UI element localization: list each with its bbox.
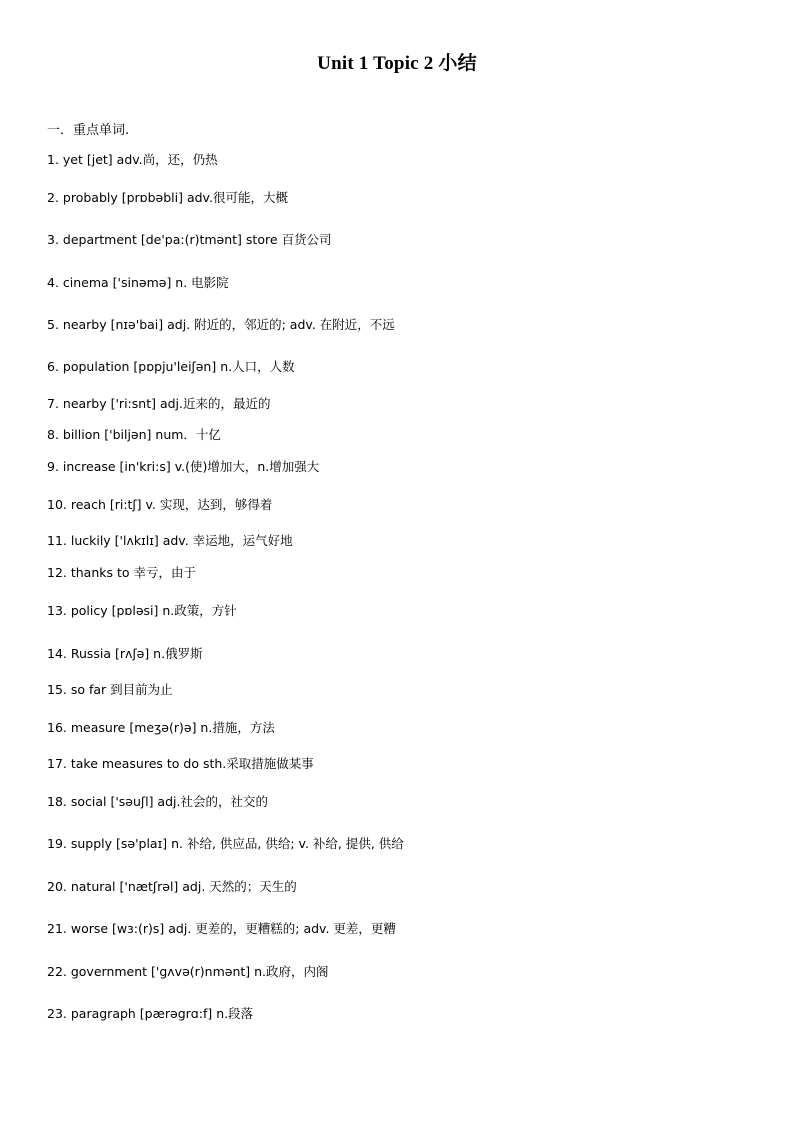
vocab-item <box>47 879 297 895</box>
vocab-item <box>47 836 404 852</box>
vocab-entry-text: 19. supply [sə'plaɪ] n. 补给, 供应品, 供给; v. 补给, 提供, 供给 <box>47 836 404 851</box>
vocab-item <box>47 232 332 248</box>
vocab-entry-text: 1. yet [jet] adv.尚，还，仍热 <box>47 152 218 167</box>
vocab-item <box>47 275 229 291</box>
vocab-entry-text: 10. reach [ri:tʃ] v. 实现，达到，够得着 <box>47 497 273 512</box>
vocab-entry-text: 12. thanks to 幸亏，由于 <box>47 565 197 580</box>
vocab-entry-text: 14. Russia [rʌʃə] n.俄罗斯 <box>47 646 203 661</box>
vocab-item <box>47 152 218 168</box>
vocab-entry-text: 3. department [de'pa:(r)tmənt] store 百货公司 <box>47 232 332 247</box>
vocab-item <box>47 646 203 662</box>
page-title: Unit 1 Topic 2 小结 <box>317 53 477 74</box>
vocab-entry-text: 18. social ['səuʃl] adj.社会的，社交的 <box>47 794 268 809</box>
vocab-item <box>47 396 270 412</box>
section-heading-key-words: 一．重点单词. <box>47 123 130 138</box>
vocab-item <box>47 682 173 698</box>
vocab-entry-text: 15. so far 到目前为止 <box>47 682 173 697</box>
vocab-item <box>47 720 275 736</box>
vocab-entry-text: 21. worse [wɜ:(r)s] adj. 更差的，更糟糕的; adv. 更差，更糟 <box>47 921 396 936</box>
vocab-entry-text: 8. billion ['biljən] num．十亿 <box>47 427 221 442</box>
vocab-item <box>47 1006 253 1022</box>
vocab-item <box>47 565 196 581</box>
vocab-entry-text: 11. luckily ['lʌkɪlɪ] adv. 幸运地，运气好地 <box>47 533 293 548</box>
vocab-entry-text: 17. take measures to do sth.采取措施做某事 <box>47 756 314 771</box>
vocab-entry-text: 13. policy [pɒləsi] n.政策，方针 <box>47 603 237 618</box>
vocab-item <box>47 317 395 333</box>
vocab-entry-text: 22. government ['gʌvə(r)nmənt] n.政府，内阁 <box>47 964 329 979</box>
vocab-entry-text: 5. nearby [nɪə'bai] adj. 附近的，邻近的; adv. 在附近，不远 <box>47 317 395 332</box>
vocab-item <box>47 756 314 772</box>
vocab-entry-text: 4. cinema ['sinəmə] n. 电影院 <box>47 275 229 290</box>
vocab-item <box>47 921 396 937</box>
vocab-item <box>47 459 319 475</box>
vocab-entry-text: 7. nearby ['ri:snt] adj.近来的，最近的 <box>47 396 271 411</box>
vocab-entry-text: 16. measure [meʒə(r)ə] n.措施，方法 <box>47 720 275 735</box>
vocab-entry-text: 23. paragraph [pærəgrɑ:f] n.段落 <box>47 1006 254 1021</box>
vocab-item <box>47 533 293 549</box>
vocab-item <box>47 794 268 810</box>
vocab-item <box>47 964 329 980</box>
vocab-entry-text: 6. population [pɒpju'leiʃən] n.人口，人数 <box>47 359 295 374</box>
vocab-entry-text: 20. natural ['nætʃrəl] adj. 天然的；天生的 <box>47 879 297 894</box>
vocab-item <box>47 427 221 443</box>
vocab-entry-text: 2. probably [prɒbəbli] adv.很可能，大概 <box>47 190 288 205</box>
vocab-item <box>47 190 288 206</box>
vocab-entry-text: 9. increase [in'kri:s] v.(使)增加大，n.增加强大 <box>47 459 320 474</box>
vocab-item <box>47 359 295 375</box>
vocab-item <box>47 603 237 619</box>
vocab-item <box>47 497 272 513</box>
